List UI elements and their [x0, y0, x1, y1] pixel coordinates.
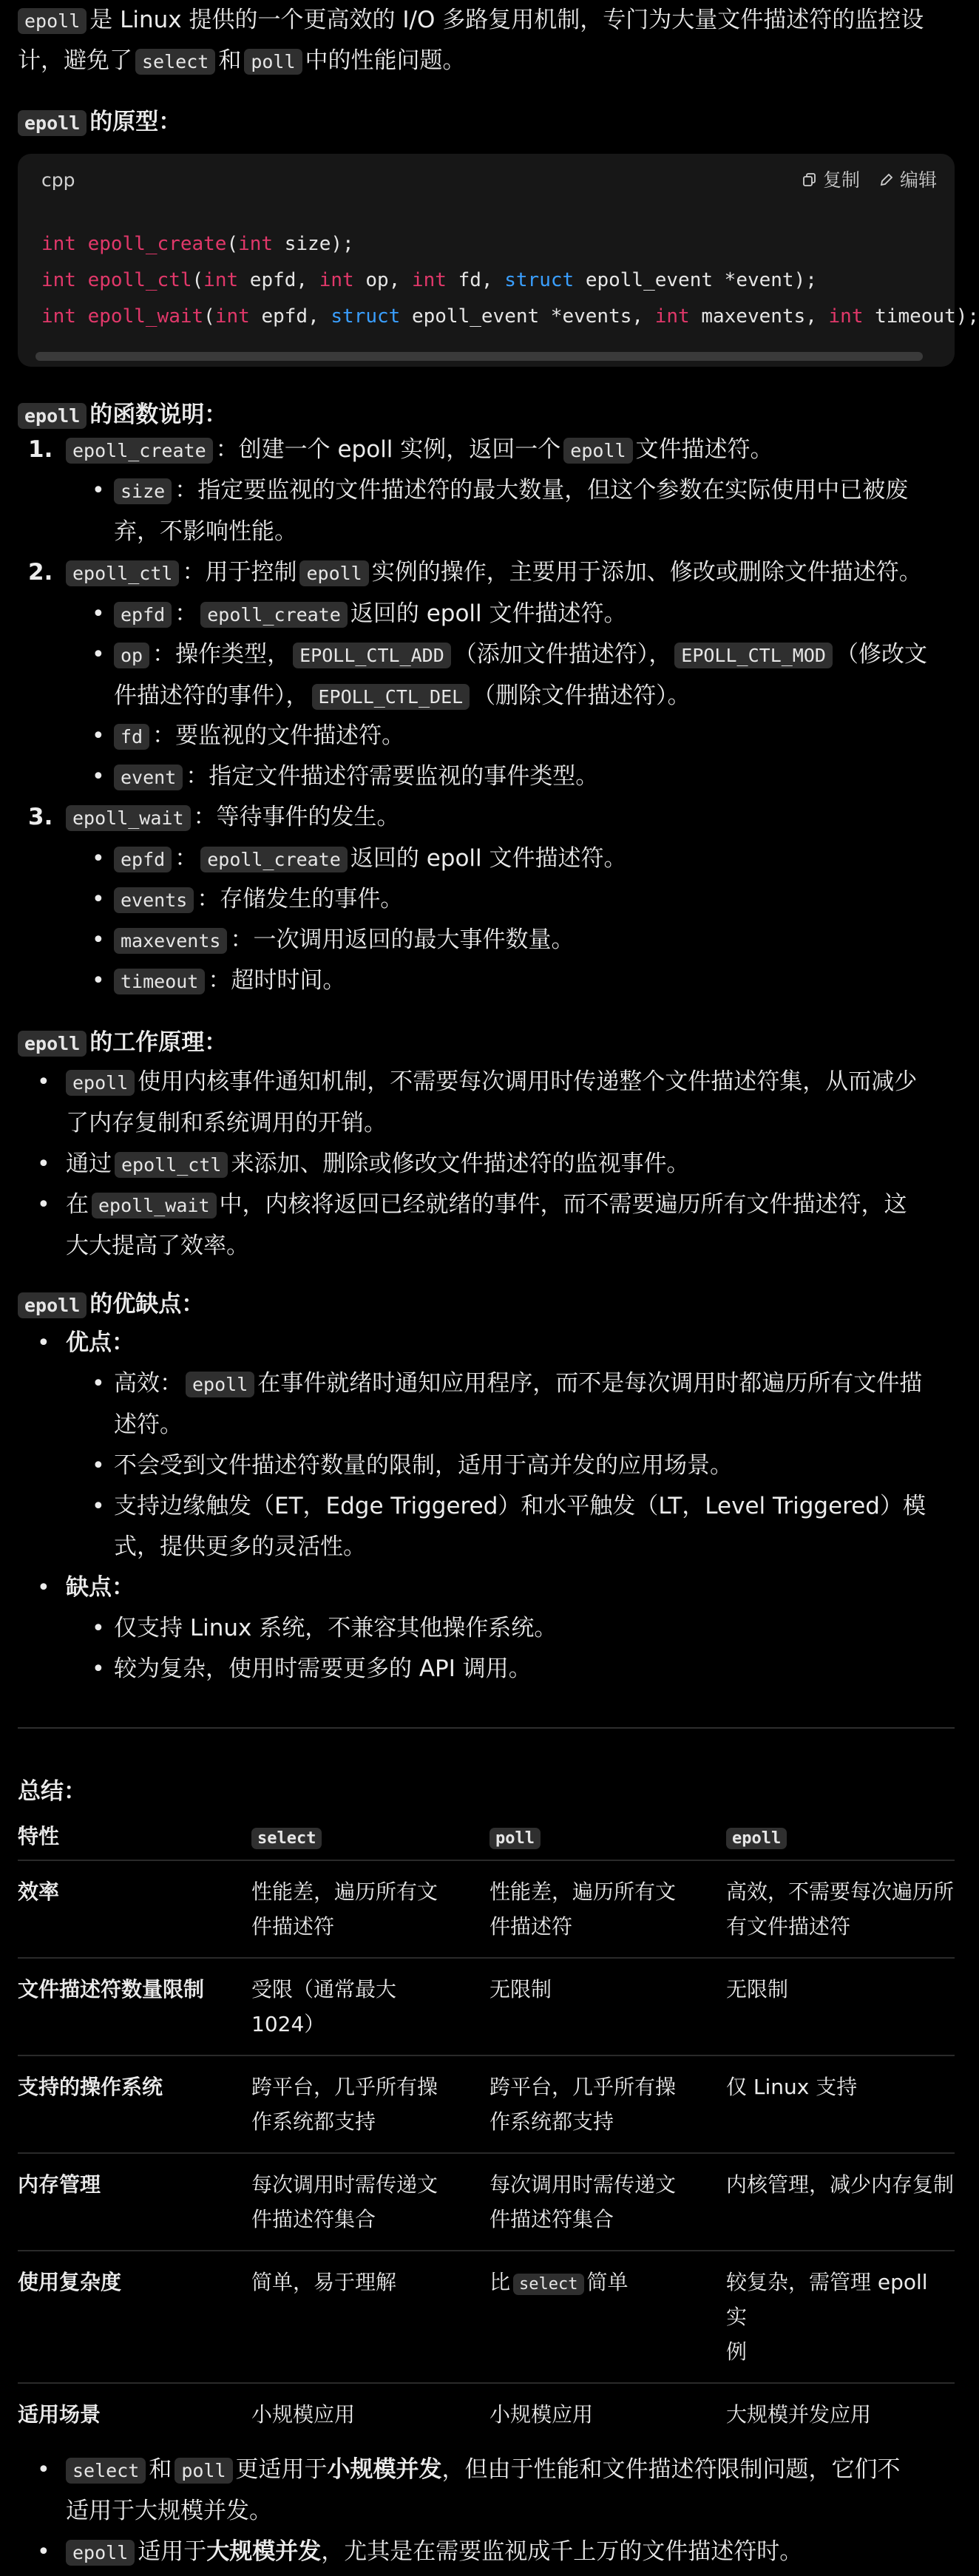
inline-code: epoll [186, 1372, 254, 1397]
item-text: ：指定要监视的文件描述符的最大数量，但这个参数在实际使用中已被废 [175, 477, 909, 504]
item-text: ：创建一个 epoll 实例，返回一个 [215, 436, 561, 463]
item-text: 较为复杂，使用时需要更多的 API 调用。 [114, 1655, 532, 1682]
bullet: • [92, 1656, 105, 1682]
inline-code: poll [175, 2458, 232, 2484]
copy-button[interactable] [802, 160, 860, 200]
cell-text-line: 性能差，遍历所有文 [251, 1880, 438, 1904]
item-text: 式，提供更多的灵活性。 [114, 1533, 366, 1560]
item-text: 中，内核将返回已经就绪的事件，而不需要遍历所有文件描述符，这 [219, 1191, 907, 1218]
bullet: • [92, 601, 105, 627]
summary-heading: 总结： [18, 1778, 87, 1805]
table-cell [726, 2251, 955, 2383]
table-cell [251, 2153, 490, 2251]
list-item [18, 1363, 955, 1445]
bullet: • [92, 927, 105, 953]
table-cell [726, 2383, 955, 2445]
bullet: • [92, 478, 105, 504]
divider [18, 1727, 955, 1729]
cell-text-line: 每次调用时需传递文 [251, 2172, 438, 2197]
bullet: • [37, 1151, 50, 1177]
inline-code: op [114, 643, 149, 668]
inline-code: epoll [18, 1031, 87, 1057]
intro-text: 计，避免了 [18, 47, 132, 74]
table-header [251, 1819, 490, 1860]
table-cell [490, 1958, 726, 2055]
inline-code: select [135, 49, 215, 75]
bullet: • [37, 1192, 50, 1218]
inline-code: epfd [114, 602, 172, 628]
table-cell [490, 2251, 726, 2383]
inline-code: epoll [18, 8, 87, 34]
table-header [726, 1819, 955, 1860]
table-cell-feature: 支持的操作系统 [18, 2055, 251, 2153]
item-text: 更适用于 [235, 2456, 328, 2483]
cell-text-line: 件描述符 [251, 1914, 335, 1939]
table-cell-feature: 文件描述符数量限制 [18, 1958, 251, 2055]
inline-code: epoll [66, 1070, 135, 1096]
cell-text-line: 每次调用时需传递文 [490, 2172, 677, 2197]
inline-code: timeout [114, 969, 205, 994]
inline-code: epoll_create [200, 847, 348, 872]
item-text: ：一次调用返回的最大事件数量。 [230, 926, 575, 953]
inline-code: select [251, 1828, 322, 1849]
list-item [18, 634, 955, 716]
item-text: 述符。 [114, 1411, 183, 1438]
bold-text: 大规模并发 [206, 2538, 322, 2565]
item-text: 在事件就绪时通知应用程序，而不是每次调用时都遍历所有文件描 [257, 1370, 923, 1397]
cell-text-line: 作系统都支持 [251, 2109, 376, 2134]
cell-text-line: 内核管理，减少内存复制 [726, 2172, 955, 2197]
list-item [18, 1486, 955, 1567]
item-text: ： [175, 600, 198, 627]
table-cell [251, 1860, 490, 1958]
inline-code: epoll [18, 1292, 87, 1318]
item-text: ： [175, 845, 198, 872]
cell-text-line: 跨平台，几乎所有操 [251, 2075, 438, 2099]
table-cell [490, 2383, 726, 2445]
table-cell-feature: 内存管理 [18, 2153, 251, 2251]
cell-text-line: 无限制 [726, 1977, 789, 2002]
code-line-3: int epoll_wait(int epfd, struct epoll_event *events, int maxevents, int timeout); [41, 305, 979, 328]
inline-code: poll [490, 1828, 541, 1849]
item-text: ：超时时间。 [208, 967, 346, 994]
list-item [18, 2532, 955, 2572]
item-text: 弃，不影响性能。 [114, 518, 297, 545]
item-text: ：操作类型， [152, 641, 291, 668]
bullet: • [92, 764, 105, 790]
cell-text-line: 无限制 [490, 1977, 552, 2002]
list-item [18, 879, 955, 920]
copy-label: 复制 [822, 169, 860, 191]
inline-code: epoll_wait [92, 1193, 217, 1218]
item-text: 适用于大规模并发。 [66, 2498, 272, 2524]
list-item [18, 470, 955, 552]
inline-code: epoll_ctl [115, 1152, 228, 1178]
inline-code: epoll_wait [66, 805, 191, 831]
item-text: 了内存复制和系统调用的开销。 [66, 1110, 387, 1136]
edit-button[interactable] [879, 160, 937, 200]
item-text: 支持边缘触发（ET，Edge Triggered）和水平触发（LT，Level Triggered）模 [114, 1493, 926, 1519]
cell-text: 比 [490, 2270, 511, 2294]
table-row [18, 2153, 955, 2251]
edit-label: 编辑 [899, 169, 937, 191]
list-item [18, 1567, 955, 1608]
cell-text-line: 受限（通常最大 [251, 1977, 397, 2002]
table-cell-feature: 使用复杂度 [18, 2251, 251, 2383]
item-text: （删除文件描述符）。 [472, 682, 691, 709]
table-cell [490, 2055, 726, 2153]
item-text: 来添加、删除或修改文件描述符的监视事件。 [231, 1150, 690, 1177]
intro-paragraph [18, 0, 955, 81]
code-block-header [18, 154, 955, 206]
inline-code: epoll_create [200, 602, 348, 628]
item-text: 返回的 epoll 文件描述符。 [350, 600, 627, 627]
list-item [18, 960, 955, 1001]
cell-text-line: 件描述符集合 [251, 2207, 376, 2231]
table-cell [726, 2055, 955, 2153]
list-item [18, 838, 955, 879]
inline-code: fd [114, 724, 149, 750]
inline-code: maxevents [114, 928, 227, 954]
list-item [18, 797, 955, 838]
list-item [18, 1144, 955, 1184]
inline-code: epoll_ctl [66, 560, 179, 586]
intro-text: 是 Linux 提供的一个更高效的 I/O 多路复用机制，专门为大量文件描述符的监控设 [89, 7, 924, 33]
cell-text-line: 1024） [251, 2012, 325, 2036]
item-text: 返回的 epoll 文件描述符。 [350, 845, 627, 872]
cell-text-line: 小规模应用 [251, 2402, 356, 2427]
item-text: ：用于控制 [182, 559, 297, 586]
item-text: ，尤其是在需要监视成千上万的文件描述符时。 [321, 2538, 803, 2565]
inline-code: size [114, 478, 172, 504]
bullet: • [92, 846, 105, 872]
list-item [18, 1323, 955, 1363]
table-header: 特性 [18, 1824, 60, 1848]
table-cell-feature: 效率 [18, 1860, 251, 1958]
list-item [18, 1062, 955, 1143]
cell-text-line: 小规模应用 [490, 2402, 594, 2427]
item-text: 适用于 [138, 2538, 207, 2565]
table-cell [251, 2251, 490, 2383]
bullet: • [92, 968, 105, 994]
bullet: • [92, 1453, 105, 1479]
cell-text-line: 件描述符 [490, 1914, 573, 1939]
list-item [18, 1184, 955, 1266]
table-header [490, 1819, 726, 1860]
code-line-2: int epoll_ctl(int epfd, int op, int fd, struct epoll_event *event); [41, 269, 817, 291]
item-text: 件描述符的事件）， [114, 682, 309, 709]
table-row [18, 1860, 955, 1958]
table-cell [490, 1860, 726, 1958]
cell-text-line: 有文件描述符 [726, 1914, 851, 1939]
code-language-label: cpp [41, 169, 75, 191]
cell-text-line: 作系统都支持 [490, 2109, 614, 2134]
intro-text: 中的性能问题。 [305, 47, 466, 74]
section-heading-working [18, 1023, 227, 1064]
inline-code: poll [244, 49, 302, 75]
item-text: 实例的操作，主要用于添加、修改或删除文件描述符。 [371, 559, 922, 586]
cell-text: 简单 [586, 2270, 629, 2294]
list-item [18, 756, 955, 797]
table-cell [726, 1860, 955, 1958]
heading-text: 的原型： [89, 109, 182, 135]
code-block [18, 154, 979, 367]
item-text: 仅支持 Linux 系统，不兼容其他操作系统。 [114, 1615, 558, 1641]
bullet: • [92, 723, 105, 749]
inline-code: EPOLL_CTL_MOD [674, 643, 833, 668]
comparison-table [18, 1819, 955, 2445]
table-cell [490, 2153, 726, 2251]
inline-code: event [114, 765, 183, 790]
list-item [18, 1445, 955, 1486]
list-item [18, 430, 955, 470]
inline-code: EPOLL_CTL_DEL [312, 684, 470, 710]
edit-icon [879, 172, 894, 187]
inline-code: select [66, 2458, 146, 2484]
inline-code: epoll [18, 403, 87, 429]
list-item [18, 2450, 955, 2531]
code-content [18, 206, 979, 336]
list-item [18, 1608, 955, 1649]
item-text: 文件描述符。 [635, 436, 773, 463]
heading-text: 的工作原理： [89, 1029, 228, 1056]
table-header-row [18, 1819, 955, 1860]
cell-text-line: 件描述符集合 [490, 2207, 614, 2231]
bullet: • [37, 1575, 50, 1601]
cell-text-line: 性能差，遍历所有文 [490, 1880, 677, 1904]
list-number: 3. [28, 804, 53, 830]
horizontal-scrollbar[interactable] [35, 352, 923, 361]
list-item [18, 1649, 955, 1689]
section-heading-pros-cons [18, 1284, 204, 1326]
item-text: ：指定文件描述符需要监视的事件类型。 [186, 763, 599, 790]
bullet: • [37, 2457, 50, 2483]
cell-text-line: 高效，不需要每次遍历所 [726, 1880, 955, 1904]
inline-code: epoll [66, 2540, 135, 2566]
item-text: ：存储发生的事件。 [197, 886, 404, 912]
heading-text: 的函数说明： [89, 401, 228, 428]
table-cell [251, 2383, 490, 2445]
bold-text: 小规模并发 [327, 2456, 442, 2483]
cell-text-line: 大规模并发应用 [726, 2402, 872, 2427]
bullet: • [37, 1069, 50, 1095]
inline-code: epoll_create [66, 438, 213, 464]
cell-text-line: 跨平台，几乎所有操 [490, 2075, 677, 2099]
inline-code: epoll [726, 1828, 787, 1849]
inline-code: epoll [18, 110, 87, 136]
item-text: ，但由于性能和文件描述符限制问题，它们不 [441, 2456, 901, 2483]
cell-text-line: 简单，易于理解 [251, 2270, 397, 2294]
list-item [18, 920, 955, 960]
list-number: 2. [28, 559, 53, 586]
item-text: （修改文 [835, 641, 927, 668]
inline-code: events [114, 887, 194, 913]
cell-text-line: 较复杂，需管理 epoll 实 [726, 2270, 928, 2329]
list-item [18, 552, 955, 593]
list-item [18, 594, 955, 634]
table-row [18, 1958, 955, 2055]
inline-code: epoll [299, 560, 368, 586]
heading-text: 的优缺点： [89, 1291, 205, 1318]
bullet: • [92, 1494, 105, 1519]
cell-text-line: 仅 Linux 支持 [726, 2075, 858, 2099]
bullet: • [37, 1330, 50, 1356]
copy-icon [802, 172, 817, 187]
cons-label: 缺点： [66, 1574, 135, 1601]
inline-code: select [513, 2274, 583, 2295]
table-cell [726, 2153, 955, 2251]
inline-code: epfd [114, 847, 172, 872]
item-text: ：等待事件的发生。 [193, 804, 400, 830]
item-text: 高效： [114, 1370, 183, 1397]
table-cell [726, 1958, 955, 2055]
table-cell [251, 1958, 490, 2055]
code-line-1: int epoll_create(int size); [41, 233, 354, 255]
bullet: • [92, 887, 105, 912]
table-cell-feature: 适用场景 [18, 2383, 251, 2445]
item-text: 和 [149, 2456, 172, 2483]
item-text: ：要监视的文件描述符。 [152, 722, 405, 749]
item-text: 大大提高了效率。 [66, 1233, 249, 1259]
table-row [18, 2055, 955, 2153]
list-number: 1. [28, 436, 53, 463]
inline-code: epoll [563, 438, 632, 464]
bullet: • [37, 2539, 50, 2565]
table-cell [251, 2055, 490, 2153]
bullet: • [92, 1616, 105, 1641]
bullet: • [92, 1371, 105, 1397]
list-item [18, 716, 955, 756]
item-text: 在 [66, 1191, 89, 1218]
item-text: 通过 [66, 1150, 112, 1177]
intro-text: 和 [218, 47, 242, 74]
item-text: （添加文件描述符）， [453, 641, 672, 668]
table-row [18, 2383, 955, 2445]
item-text: 使用内核事件通知机制，不需要每次调用时传递整个文件描述符集，从而减少 [138, 1068, 918, 1095]
inline-code: EPOLL_CTL_ADD [293, 643, 451, 668]
cell-text-line: 例 [726, 2339, 748, 2364]
pros-label: 优点： [66, 1329, 135, 1356]
table-row [18, 2251, 955, 2383]
item-text: 不会受到文件描述符数量的限制，适用于高并发的应用场景。 [114, 1452, 733, 1479]
bullet: • [92, 642, 105, 668]
section-heading-prototype [18, 102, 181, 143]
